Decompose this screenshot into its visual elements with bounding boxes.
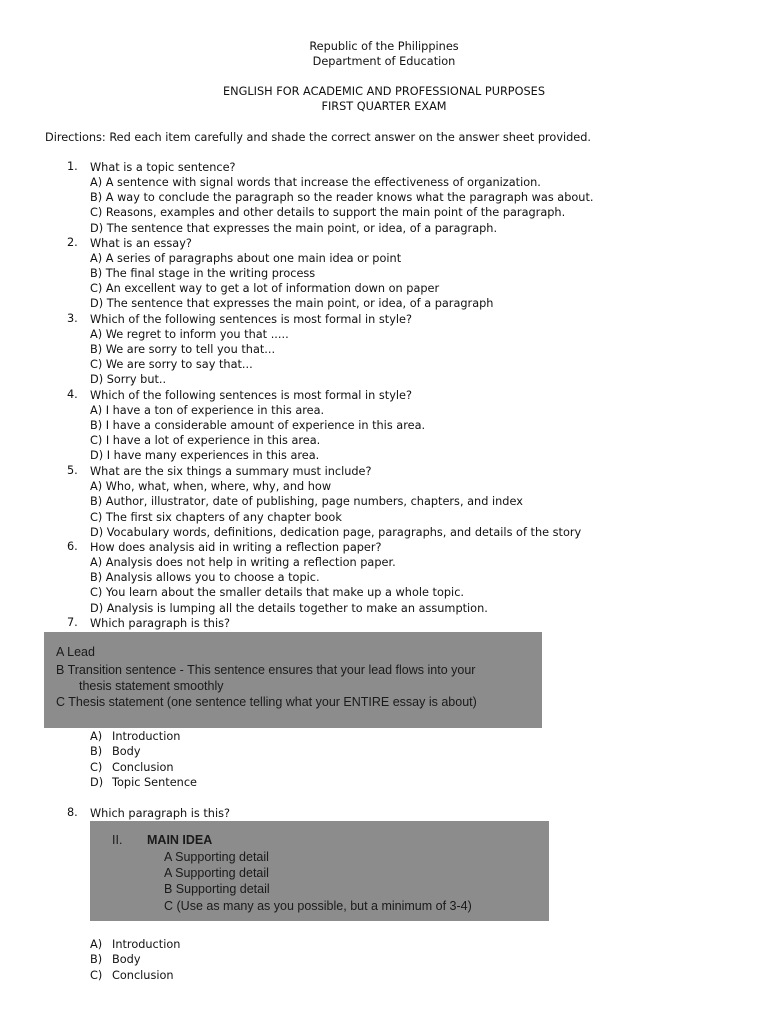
directions: Directions: Red each item carefully and shade the correct answer on the answer sheet provided. <box>45 131 592 144</box>
header-department: Department of Education <box>312 55 456 68</box>
outline-numeral: II. <box>112 833 123 847</box>
question-text: What are the six things a summary must include? <box>90 465 372 478</box>
question-number: 1. <box>67 160 78 173</box>
main-idea-outline-image <box>90 821 549 921</box>
option-b: B) Body <box>90 953 141 966</box>
option-b: B) Analysis allows you to choose a topic. <box>90 571 320 584</box>
outline-main-idea: MAIN IDEA <box>147 833 213 847</box>
question-number: 3. <box>67 312 78 325</box>
question-text: How does analysis aid in writing a reflection paper? <box>90 541 382 554</box>
option-c: C) Reasons, examples and other details to support the main point of the paragraph. <box>90 206 566 219</box>
option-d: D) Vocabulary words, definitions, dedication page, paragraphs, and details of the story <box>90 526 582 539</box>
question-text: Which of the following sentences is most formal in style? <box>90 313 412 326</box>
outline-line-transition: B Transition sentence - This sentence ensures that your lead flows into your <box>56 663 476 677</box>
outline-line-transition-cont: thesis statement smoothly <box>79 679 224 693</box>
option-d: D) The sentence that expresses the main point, or idea, of a paragraph. <box>90 222 498 235</box>
outline-detail-2: A Supporting detail <box>164 866 269 880</box>
outline-line-lead: A Lead <box>56 645 95 659</box>
option-a: A) A sentence with signal words that increase the effectiveness of organization. <box>90 176 541 189</box>
question-number: 5. <box>67 464 78 477</box>
question-text: What is a topic sentence? <box>90 161 236 174</box>
option-c: C) An excellent way to get a lot of information down on paper <box>90 282 440 295</box>
option-a: A) Who, what, when, where, why, and how <box>90 480 332 493</box>
option-b: B) I have a considerable amount of experience in this area. <box>90 419 426 432</box>
option-a: A) Introduction <box>90 730 181 743</box>
exam-subject-title: ENGLISH FOR ACADEMIC AND PROFESSIONAL PURPOSES <box>223 85 545 98</box>
option-b: B) We are sorry to tell you that... <box>90 343 276 356</box>
question-text: Which of the following sentences is most formal in style? <box>90 389 412 402</box>
option-b: B) Author, illustrator, date of publishing, page numbers, chapters, and index <box>90 495 523 508</box>
question-number: 4. <box>67 388 78 401</box>
question-text: Which paragraph is this? <box>90 617 230 630</box>
question-number: 7. <box>67 616 78 629</box>
option-b: B) Body <box>90 745 141 758</box>
outline-detail-3: B Supporting detail <box>164 882 270 896</box>
option-c: C) You learn about the smaller details that make up a whole topic. <box>90 586 464 599</box>
question-number: 6. <box>67 540 78 553</box>
option-d: D) I have many experiences in this area. <box>90 449 320 462</box>
essay-outline-image <box>44 632 542 728</box>
question-text: What is an essay? <box>90 237 192 250</box>
option-c: C) The first six chapters of any chapter book <box>90 511 342 524</box>
outline-detail-1: A Supporting detail <box>164 850 269 864</box>
option-a: A) We regret to inform you that ..... <box>90 328 289 341</box>
question-text: Which paragraph is this? <box>90 807 230 820</box>
question-number: 2. <box>67 236 78 249</box>
option-c: C) Conclusion <box>90 761 174 774</box>
option-a: A) Introduction <box>90 938 181 951</box>
option-b: B) The final stage in the writing process <box>90 267 316 280</box>
option-c: C) Conclusion <box>90 969 174 982</box>
option-a: A) Analysis does not help in writing a reflection paper. <box>90 556 396 569</box>
header-republic: Republic of the Philippines <box>309 40 459 53</box>
option-d: D) The sentence that expresses the main point, or idea, of a paragraph <box>90 297 494 310</box>
option-b: B) A way to conclude the paragraph so the reader knows what the paragraph was about. <box>90 191 594 204</box>
question-number: 8. <box>67 806 78 819</box>
outline-detail-note: C (Use as many as you possible, but a minimum of 3-4) <box>164 899 472 913</box>
option-a: A) I have a ton of experience in this area. <box>90 404 325 417</box>
exam-quarter-title: FIRST QUARTER EXAM <box>321 100 447 113</box>
option-d: D) Analysis is lumping all the details together to make an assumption. <box>90 602 488 615</box>
option-d: D) Sorry but.. <box>90 373 167 386</box>
option-a: A) A series of paragraphs about one main idea or point <box>90 252 402 265</box>
option-c: C) We are sorry to say that... <box>90 358 253 371</box>
option-c: C) I have a lot of experience in this area. <box>90 434 321 447</box>
option-d: D) Topic Sentence <box>90 776 197 789</box>
outline-line-thesis: C Thesis statement (one sentence telling what your ENTIRE essay is about) <box>56 695 477 709</box>
